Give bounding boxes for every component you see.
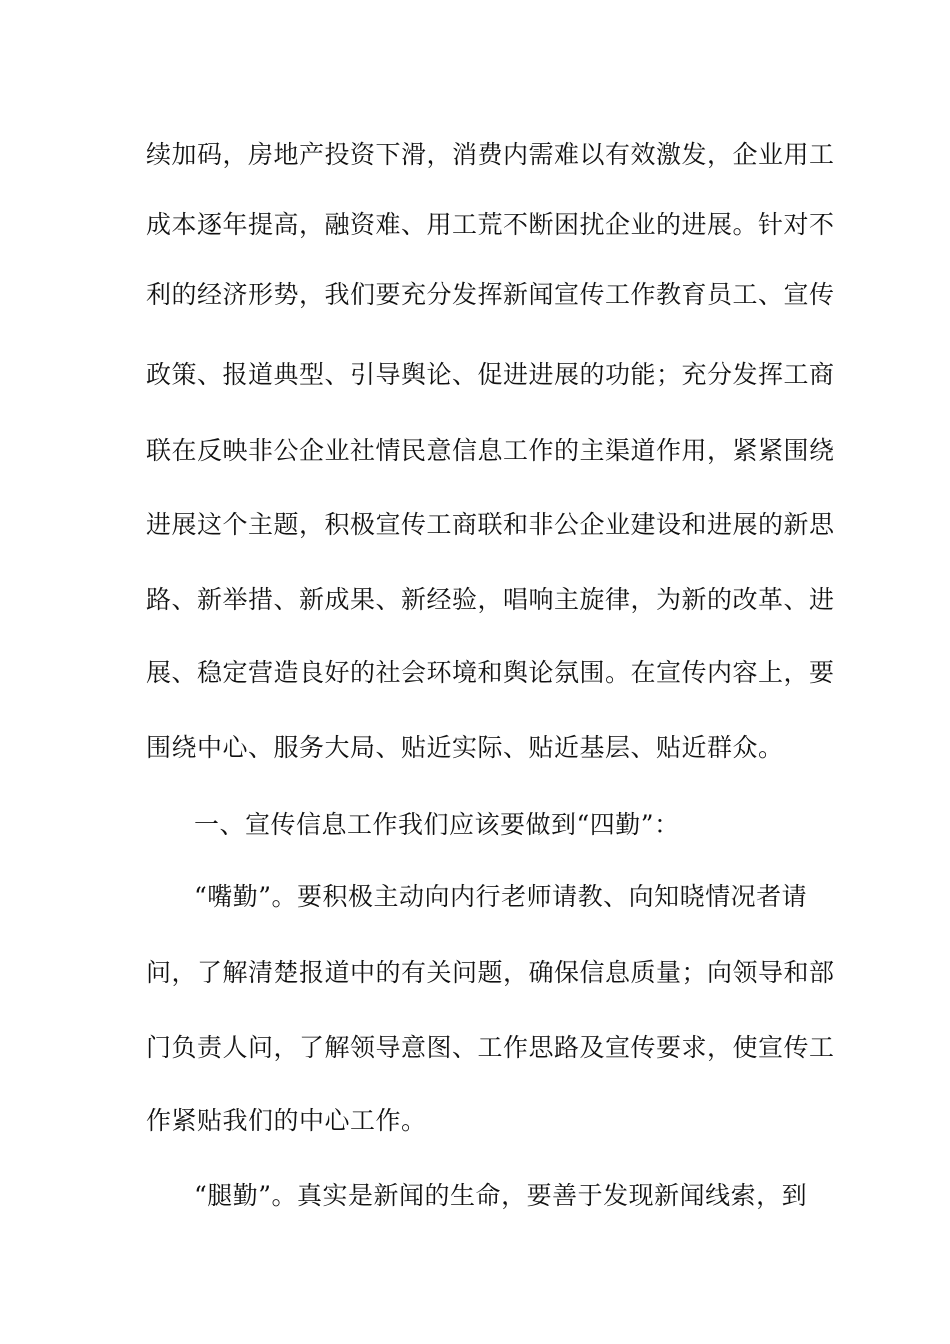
text-line: 门负责人问，了解领导意图、工作思路及宣传要求，使宣传工 xyxy=(146,1033,835,1062)
text-line: 作紧贴我们的中心工作。 xyxy=(146,1106,427,1135)
text-line: 问，了解清楚报道中的有关问题，确保信息质量；向领导和部 xyxy=(146,958,835,987)
text-line: 续加码，房地产投资下滑，消费内需难以有效激发，企业用工 xyxy=(146,140,835,169)
text-line: 利的经济形势，我们要充分发挥新闻宣传工作教育员工、宣传 xyxy=(146,280,835,309)
text-line: 成本逐年提高，融资难、用工荒不断困扰企业的进展。针对不 xyxy=(146,210,835,239)
text-line: 联在反映非公企业社情民意信息工作的主渠道作用，紧紧围绕 xyxy=(146,436,835,465)
text-line: 展、稳定营造良好的社会环境和舆论氛围。在宣传内容上，要 xyxy=(146,658,835,687)
text-line: “嘴勤”。要积极主动向内行老师请教、向知晓情况者请 xyxy=(194,882,808,911)
text-line: “腿勤”。真实是新闻的生命，要善于发现新闻线索，到 xyxy=(194,1181,808,1210)
text-line: 围绕中心、服务大局、贴近实际、贴近基层、贴近群众。 xyxy=(146,733,784,762)
text-line: 进展这个主题，积极宣传工商联和非公企业建设和进展的新思 xyxy=(146,510,835,539)
text-line: 政策、报道典型、引导舆论、促进进展的功能；充分发挥工商 xyxy=(146,360,835,389)
section-heading: 一、宣传信息工作我们应该要做到“四勤”： xyxy=(194,810,680,839)
text-line: 路、新举措、新成果、新经验，唱响主旋律，为新的改革、进 xyxy=(146,585,835,614)
